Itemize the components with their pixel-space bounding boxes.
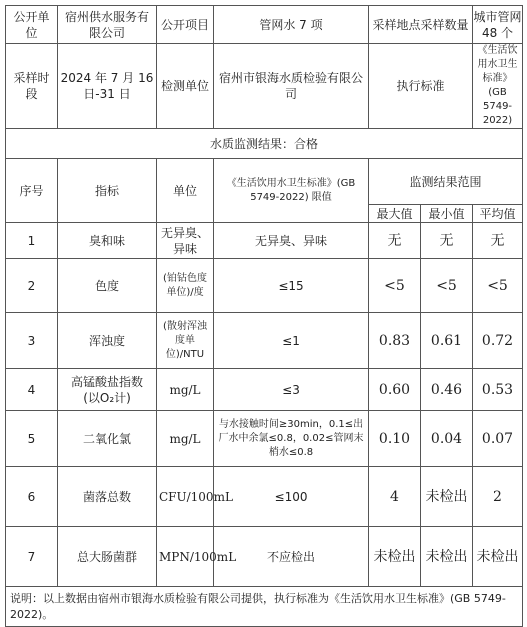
row-2-limit: ≤15 (214, 259, 369, 313)
header-max: 最大值 (369, 205, 421, 223)
row-2-min: <5 (421, 259, 473, 313)
row-3-indicator: 浑浊度 (58, 313, 157, 369)
row-3-unit: (散射浑浊度单位)/NTU (157, 313, 214, 369)
site-value (473, 6, 523, 44)
header-limit: 《生活饮用水卫生标准》(GB 5749-2022) 限值 (214, 159, 369, 223)
row-5-max: 0.10 (369, 411, 421, 467)
row-5-limit: 与水接触时间≥30min，0.1≤出厂水中余氯≤0.8，0.02≤管网末梢水≤0.8 (214, 411, 369, 467)
row-3-limit: ≤1 (214, 313, 369, 369)
row-6-indicator: 菌落总数 (58, 467, 157, 527)
lab-value: 宿州市银海水质检验有限公司 (214, 44, 369, 129)
row-4-indicator-name: 高锰酸盐指数 (70, 374, 143, 389)
standard-label: 执行标准 (369, 44, 473, 129)
announce-unit-value: 宿州供水服务有限公司 (58, 6, 157, 44)
header-range: 监测结果范围 (369, 159, 523, 205)
standard-value: 《生活饮用水卫生标准》(GB 5749-2022) (473, 44, 523, 129)
water-quality-report-table (5, 5, 523, 627)
row-5-avg: 0.07 (473, 411, 523, 467)
row-1-min: 无 (421, 223, 473, 259)
row-1-max: 无 (369, 223, 421, 259)
row-2-max: <5 (369, 259, 421, 313)
footnote: 说明：以上数据由宿州市银海水质检验有限公司提供，执行标准为《生活饮用水卫生标准》(GB 5749-2022)。 (6, 587, 523, 627)
row-5-unit: mg/L (157, 411, 214, 467)
row-5-min: 0.04 (421, 411, 473, 467)
row-7-no: 7 (6, 527, 58, 587)
header-indicator: 指标 (58, 159, 157, 223)
row-2-indicator: 色度 (58, 259, 157, 313)
row-3-min: 0.61 (421, 313, 473, 369)
row-4-indicator-sub: (以O₂计) (83, 390, 131, 405)
row-7-unit: MPN/100mL (157, 527, 214, 587)
row-4-max: 0.60 (369, 369, 421, 411)
header-avg: 平均值 (473, 205, 523, 223)
row-1-limit: 无异臭、异味 (214, 223, 369, 259)
row-4-min: 0.46 (421, 369, 473, 411)
announce-unit-label: 公开单位 (6, 6, 58, 44)
period-value: 2024 年 7 月 16 日-31 日 (58, 44, 157, 129)
row-6-limit: ≤100 (214, 467, 369, 527)
row-3-max: 0.83 (369, 313, 421, 369)
sample-count: 48 个 (481, 25, 514, 40)
row-4-indicator (58, 369, 157, 411)
row-7-indicator: 总大肠菌群 (58, 527, 157, 587)
row-2-no: 2 (6, 259, 58, 313)
row-3-avg: 0.72 (473, 313, 523, 369)
row-5-no: 5 (6, 411, 58, 467)
row-6-avg: 2 (473, 467, 523, 527)
row-6-min: 未检出 (421, 467, 473, 527)
period-label: 采样时段 (6, 44, 58, 129)
header-min: 最小值 (421, 205, 473, 223)
row-4-no: 4 (6, 369, 58, 411)
row-4-limit: ≤3 (214, 369, 369, 411)
row-4-unit: mg/L (157, 369, 214, 411)
row-3-no: 3 (6, 313, 58, 369)
lab-label: 检测单位 (157, 44, 214, 129)
project-value: 管网水 7 项 (214, 6, 369, 44)
row-2-unit: (铂钴色度单位)/度 (157, 259, 214, 313)
row-7-min: 未检出 (421, 527, 473, 587)
site-name: 城市管网 (473, 9, 522, 24)
row-5-indicator: 二氧化氯 (58, 411, 157, 467)
header-no: 序号 (6, 159, 58, 223)
row-4-avg: 0.53 (473, 369, 523, 411)
row-6-unit: CFU/100mL (157, 467, 214, 527)
row-7-max: 未检出 (369, 527, 421, 587)
row-1-indicator: 臭和味 (58, 223, 157, 259)
row-6-no: 6 (6, 467, 58, 527)
header-unit: 单位 (157, 159, 214, 223)
row-1-no: 1 (6, 223, 58, 259)
project-label: 公开项目 (157, 6, 214, 44)
row-7-limit: 不应检出 (214, 527, 369, 587)
row-7-avg: 未检出 (473, 527, 523, 587)
row-2-avg: <5 (473, 259, 523, 313)
site-label: 采样地点采样数量 (369, 6, 473, 44)
row-1-unit: 无异臭、异味 (157, 223, 214, 259)
result-line: 水质监测结果：合格 (6, 129, 523, 159)
row-1-avg: 无 (473, 223, 523, 259)
row-6-max: 4 (369, 467, 421, 527)
